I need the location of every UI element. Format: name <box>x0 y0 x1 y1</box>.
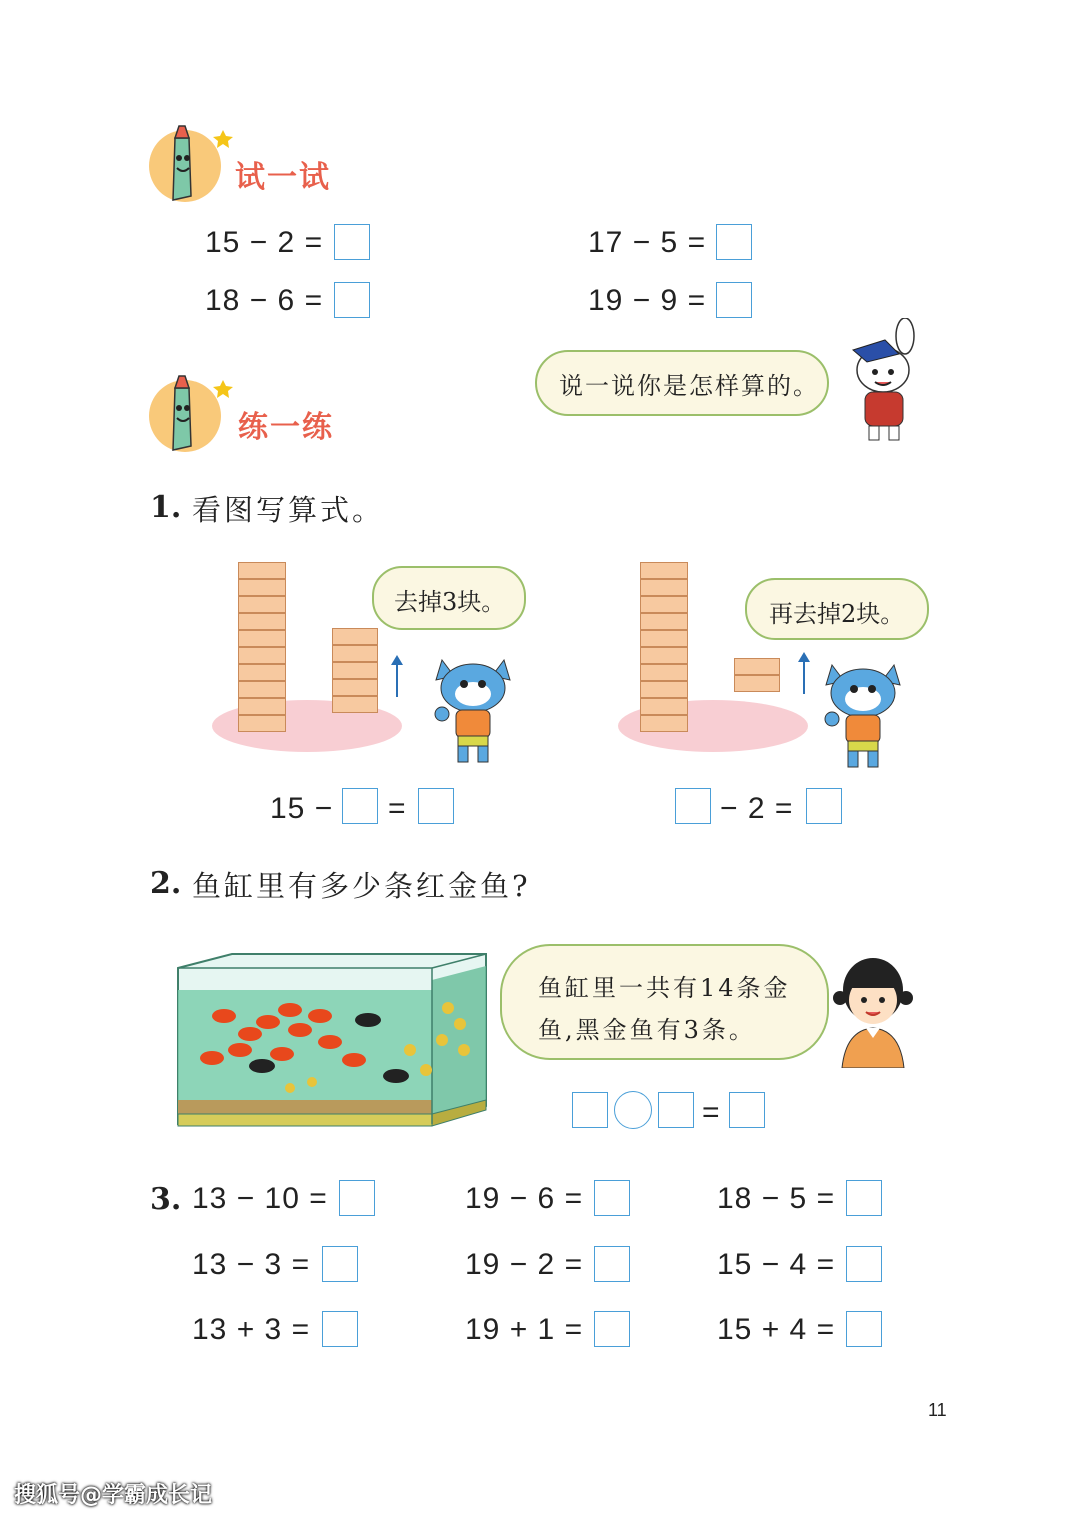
block <box>640 579 688 596</box>
block-tower <box>640 562 688 732</box>
try-expr: 17 − 5 = <box>588 226 707 259</box>
fish-tank-illustration <box>172 950 492 1130</box>
question-number: 2. <box>150 866 182 901</box>
block <box>640 698 688 715</box>
block <box>332 645 378 662</box>
q3-expr: 13 + 3 = <box>192 1313 311 1346</box>
block <box>238 596 286 613</box>
block <box>332 662 378 679</box>
q3-expr: 15 − 4 = <box>717 1248 836 1281</box>
answer-box[interactable] <box>658 1092 694 1128</box>
rabbit-speech-bubble <box>535 350 829 416</box>
answer-box[interactable] <box>716 224 752 260</box>
removed-blocks <box>734 658 780 692</box>
answer-box[interactable] <box>846 1180 882 1216</box>
block <box>238 715 286 732</box>
block <box>640 681 688 698</box>
q3-expr: 15 + 4 = <box>717 1313 836 1346</box>
block <box>238 664 286 681</box>
answer-box[interactable] <box>846 1246 882 1282</box>
answer-box[interactable] <box>342 788 378 824</box>
answer-box[interactable] <box>594 1180 630 1216</box>
girl-speech-line1: 鱼缸里一共有14条金 <box>538 974 791 1002</box>
arrow-up-icon <box>390 655 404 697</box>
block <box>640 613 688 630</box>
answer-box[interactable] <box>846 1311 882 1347</box>
block <box>238 630 286 647</box>
arrow-up-icon <box>797 652 811 694</box>
cat-speech-bubble <box>745 578 929 640</box>
block <box>734 658 780 675</box>
block <box>734 675 780 692</box>
block <box>238 681 286 698</box>
try-expr: 15 − 2 = <box>205 226 324 259</box>
block <box>640 664 688 681</box>
block <box>238 698 286 715</box>
block <box>332 679 378 696</box>
block <box>332 628 378 645</box>
girl-speech-line2: 鱼,黑金鱼有3条。 <box>538 1016 756 1044</box>
block <box>332 696 378 713</box>
block <box>238 613 286 630</box>
answer-box[interactable] <box>716 282 752 318</box>
try-expr: 18 − 6 = <box>205 284 324 317</box>
answer-box[interactable] <box>806 788 842 824</box>
answer-box[interactable] <box>334 224 370 260</box>
rabbit-speech-text: 说一说你是怎样算的。 <box>559 372 819 400</box>
cat-character-icon <box>818 655 908 770</box>
q3-expr: 19 − 6 = <box>465 1182 584 1215</box>
block <box>640 647 688 664</box>
rabbit-teacher-icon <box>845 318 935 443</box>
section-title-try: 试一试 <box>235 160 331 195</box>
expr-part: = <box>702 1096 721 1129</box>
answer-box[interactable] <box>594 1311 630 1347</box>
expr-part: 15 − <box>270 792 334 825</box>
answer-box[interactable] <box>334 282 370 318</box>
block <box>640 630 688 647</box>
block <box>640 715 688 732</box>
q3-expr: 13 − 10 = <box>192 1182 328 1215</box>
answer-box[interactable] <box>322 1311 358 1347</box>
answer-box[interactable] <box>322 1246 358 1282</box>
block <box>238 647 286 664</box>
answer-box[interactable] <box>594 1246 630 1282</box>
pencil-mascot-icon <box>145 118 235 208</box>
q3-expr: 19 − 2 = <box>465 1248 584 1281</box>
pencil-mascot-icon <box>145 368 235 458</box>
expr-part: − 2 = <box>720 792 794 825</box>
removed-blocks <box>332 628 378 713</box>
answer-box[interactable] <box>675 788 711 824</box>
answer-box[interactable] <box>339 1180 375 1216</box>
expr-part: = <box>388 792 407 825</box>
try-expr: 19 − 9 = <box>588 284 707 317</box>
girl-character-icon <box>828 950 918 1068</box>
page-number: 11 <box>928 1400 947 1420</box>
q3-expr: 18 − 5 = <box>717 1182 836 1215</box>
block <box>238 562 286 579</box>
answer-box[interactable] <box>729 1092 765 1128</box>
watermark: 搜狐号@学霸成长记 <box>14 1483 213 1508</box>
q3-expr: 13 − 3 = <box>192 1248 311 1281</box>
block <box>640 562 688 579</box>
question-text: 看图写算式。 <box>192 493 385 527</box>
block <box>238 579 286 596</box>
answer-box[interactable] <box>418 788 454 824</box>
cat-speech-text: 去掉3块。 <box>394 588 506 616</box>
block-tower <box>238 562 286 732</box>
cat-speech-bubble <box>372 566 526 630</box>
cat-speech-text: 再去掉2块。 <box>769 600 905 628</box>
q3-expr: 19 + 1 = <box>465 1313 584 1346</box>
girl-speech-bubble <box>500 944 829 1060</box>
answer-box[interactable] <box>572 1092 608 1128</box>
block <box>640 596 688 613</box>
section-title-practice: 练一练 <box>238 410 334 445</box>
question-number: 1. <box>150 490 182 525</box>
question-number: 3. <box>150 1182 182 1217</box>
operator-circle[interactable] <box>614 1091 652 1129</box>
question-text: 鱼缸里有多少条红金鱼? <box>192 869 531 903</box>
cat-character-icon <box>428 650 518 765</box>
